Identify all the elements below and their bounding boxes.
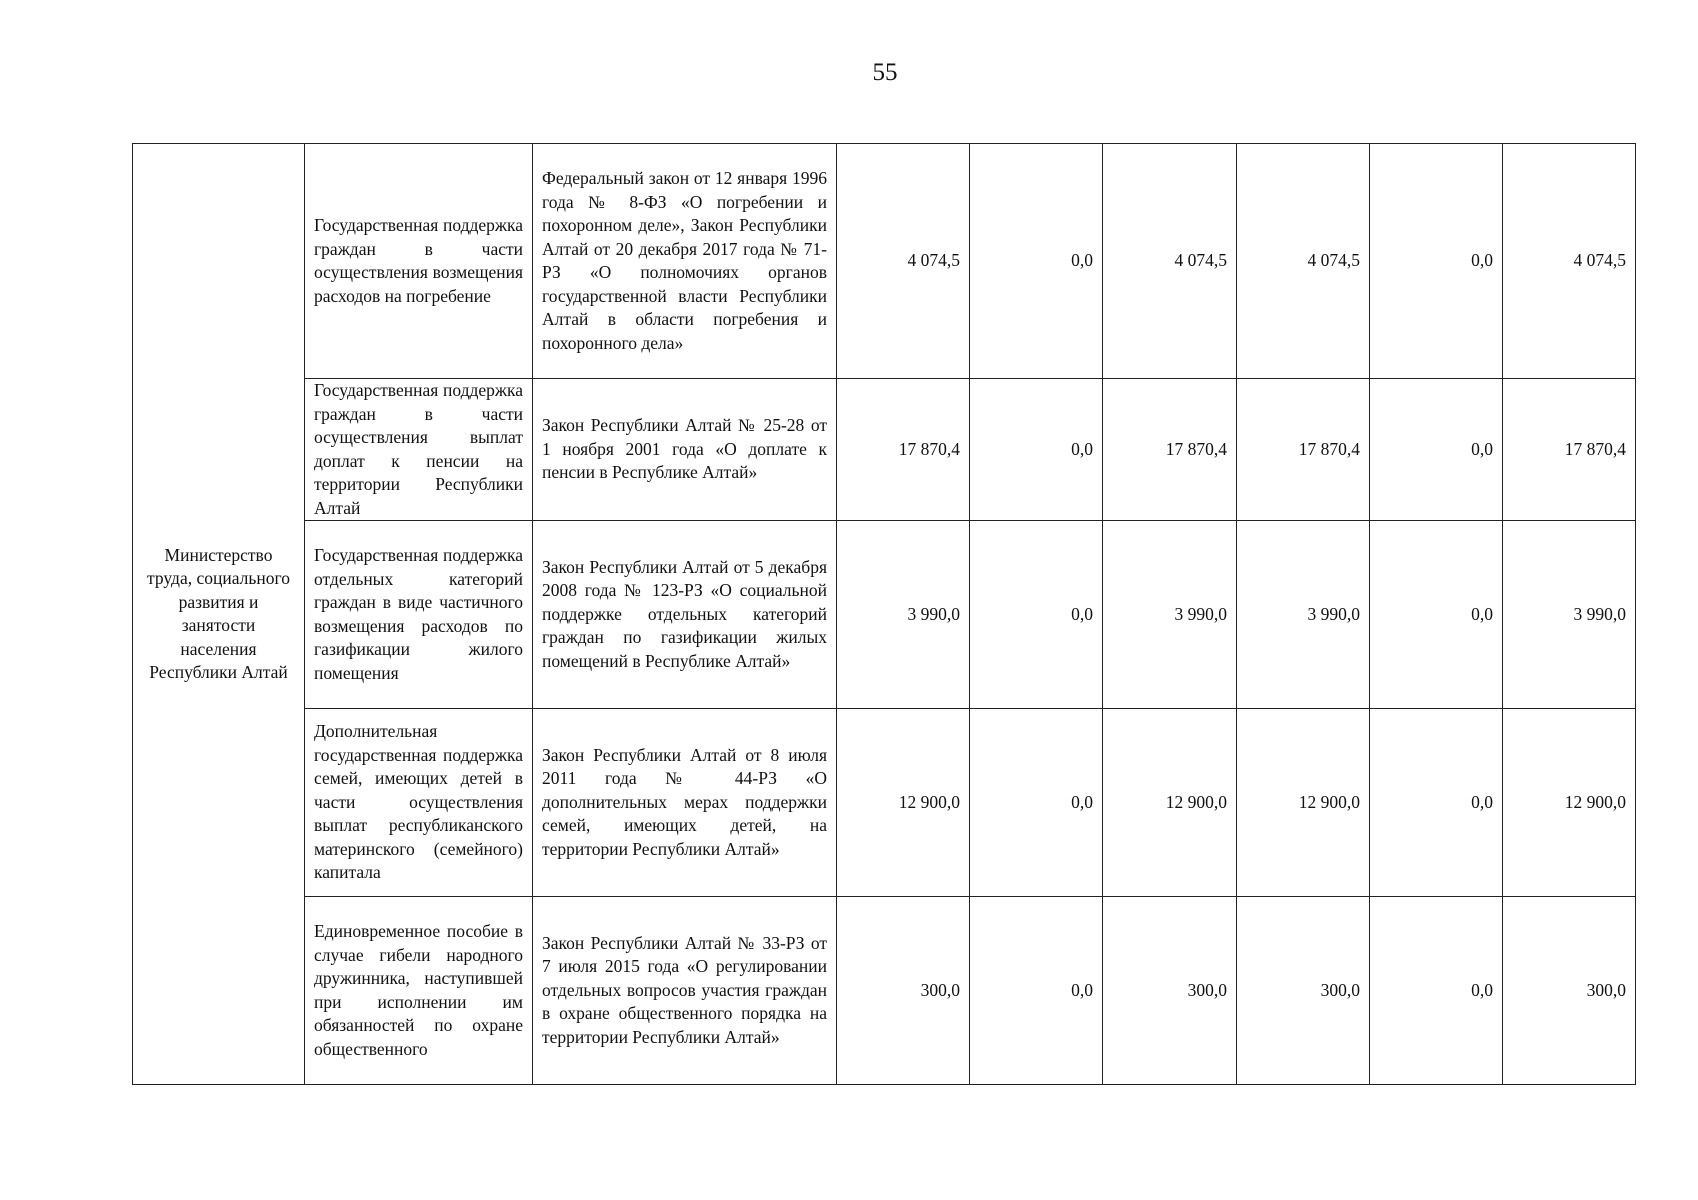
value-cell: 4 074,5	[1503, 144, 1636, 379]
law-cell: Закон Республики Алтай № 33-РЗ от 7 июля 2015 года «О регулировании отдельных вопросов участия граждан в охране общественного порядка на территории Республики Алтай»	[533, 897, 837, 1085]
value-cell: 4 074,5	[837, 144, 970, 379]
value-cell: 4 074,5	[1103, 144, 1237, 379]
value-cell: 12 900,0	[1103, 709, 1237, 897]
value-cell: 0,0	[970, 521, 1103, 709]
value-cell: 17 870,4	[1237, 379, 1370, 521]
value-cell: 300,0	[1237, 897, 1370, 1085]
value-cell: 12 900,0	[1503, 709, 1636, 897]
value-cell: 0,0	[970, 897, 1103, 1085]
value-cell: 300,0	[1503, 897, 1636, 1085]
measure-cell: Государственная поддержка граждан в части осуществления выплат доплат к пенсии на территории Республики Алтай	[305, 379, 533, 521]
value-cell: 17 870,4	[1503, 379, 1636, 521]
table-row	[133, 144, 1636, 379]
value-cell: 3 990,0	[1503, 521, 1636, 709]
measure-cell: Государственная поддержка отдельных категорий граждан в виде частичного возмещения расходов по газификации жилого помещения	[305, 521, 533, 709]
ministry-cell: Министерство труда, социального развития и занятости населения Республики Алтай	[133, 144, 305, 1085]
measure-cell: Единовременное пособие в случае гибели народного дружинника, наступившей при исполнении им обязанностей по охране общественного	[305, 897, 533, 1085]
value-cell: 0,0	[1370, 521, 1503, 709]
value-cell: 0,0	[1370, 709, 1503, 897]
value-cell: 300,0	[1103, 897, 1237, 1085]
value-cell: 0,0	[1370, 379, 1503, 521]
law-cell: Федеральный закон от 12 января 1996 года № 8-ФЗ «О погребении и похоронном деле», Закон Республики Алтай от 20 декабря 2017 года № 71-РЗ «О полномочиях органов государственной власти Республики Алтай в области погребения и похоронного дела»	[533, 144, 837, 379]
value-cell: 12 900,0	[1237, 709, 1370, 897]
budget-table	[132, 143, 1636, 1085]
value-cell: 300,0	[837, 897, 970, 1085]
value-cell: 0,0	[1370, 144, 1503, 379]
value-cell: 17 870,4	[837, 379, 970, 521]
value-cell: 4 074,5	[1237, 144, 1370, 379]
table-row	[133, 897, 1636, 1085]
table-row	[133, 521, 1636, 709]
value-cell: 17 870,4	[1103, 379, 1237, 521]
value-cell: 3 990,0	[837, 521, 970, 709]
value-cell: 0,0	[970, 379, 1103, 521]
table-row	[133, 379, 1636, 521]
measure-cell: Государственная поддержка граждан в части осуществления возмещения расходов на погребение	[305, 144, 533, 379]
value-cell: 12 900,0	[837, 709, 970, 897]
value-cell: 0,0	[970, 144, 1103, 379]
law-cell: Закон Республики Алтай от 8 июля 2011 года № 44-РЗ «О дополнительных мерах поддержки семей, имеющих детей, на территории Республики Алтай»	[533, 709, 837, 897]
value-cell: 0,0	[970, 709, 1103, 897]
law-cell: Закон Республики Алтай № 25-28 от 1 ноября 2001 года «О доплате к пенсии в Республике Алтай»	[533, 379, 837, 521]
law-cell: Закон Республики Алтай от 5 декабря 2008 года № 123-РЗ «О социальной поддержке отдельных категорий граждан по газификации жилых помещений в Республике Алтай»	[533, 521, 837, 709]
value-cell: 3 990,0	[1103, 521, 1237, 709]
table-row	[133, 709, 1636, 897]
value-cell: 3 990,0	[1237, 521, 1370, 709]
measure-cell: Дополнительная государственная поддержка семей, имеющих детей в части осуществления выплат республиканского материнского (семейного) капитала	[305, 709, 533, 897]
page-number: 55	[872, 59, 898, 86]
value-cell: 0,0	[1370, 897, 1503, 1085]
